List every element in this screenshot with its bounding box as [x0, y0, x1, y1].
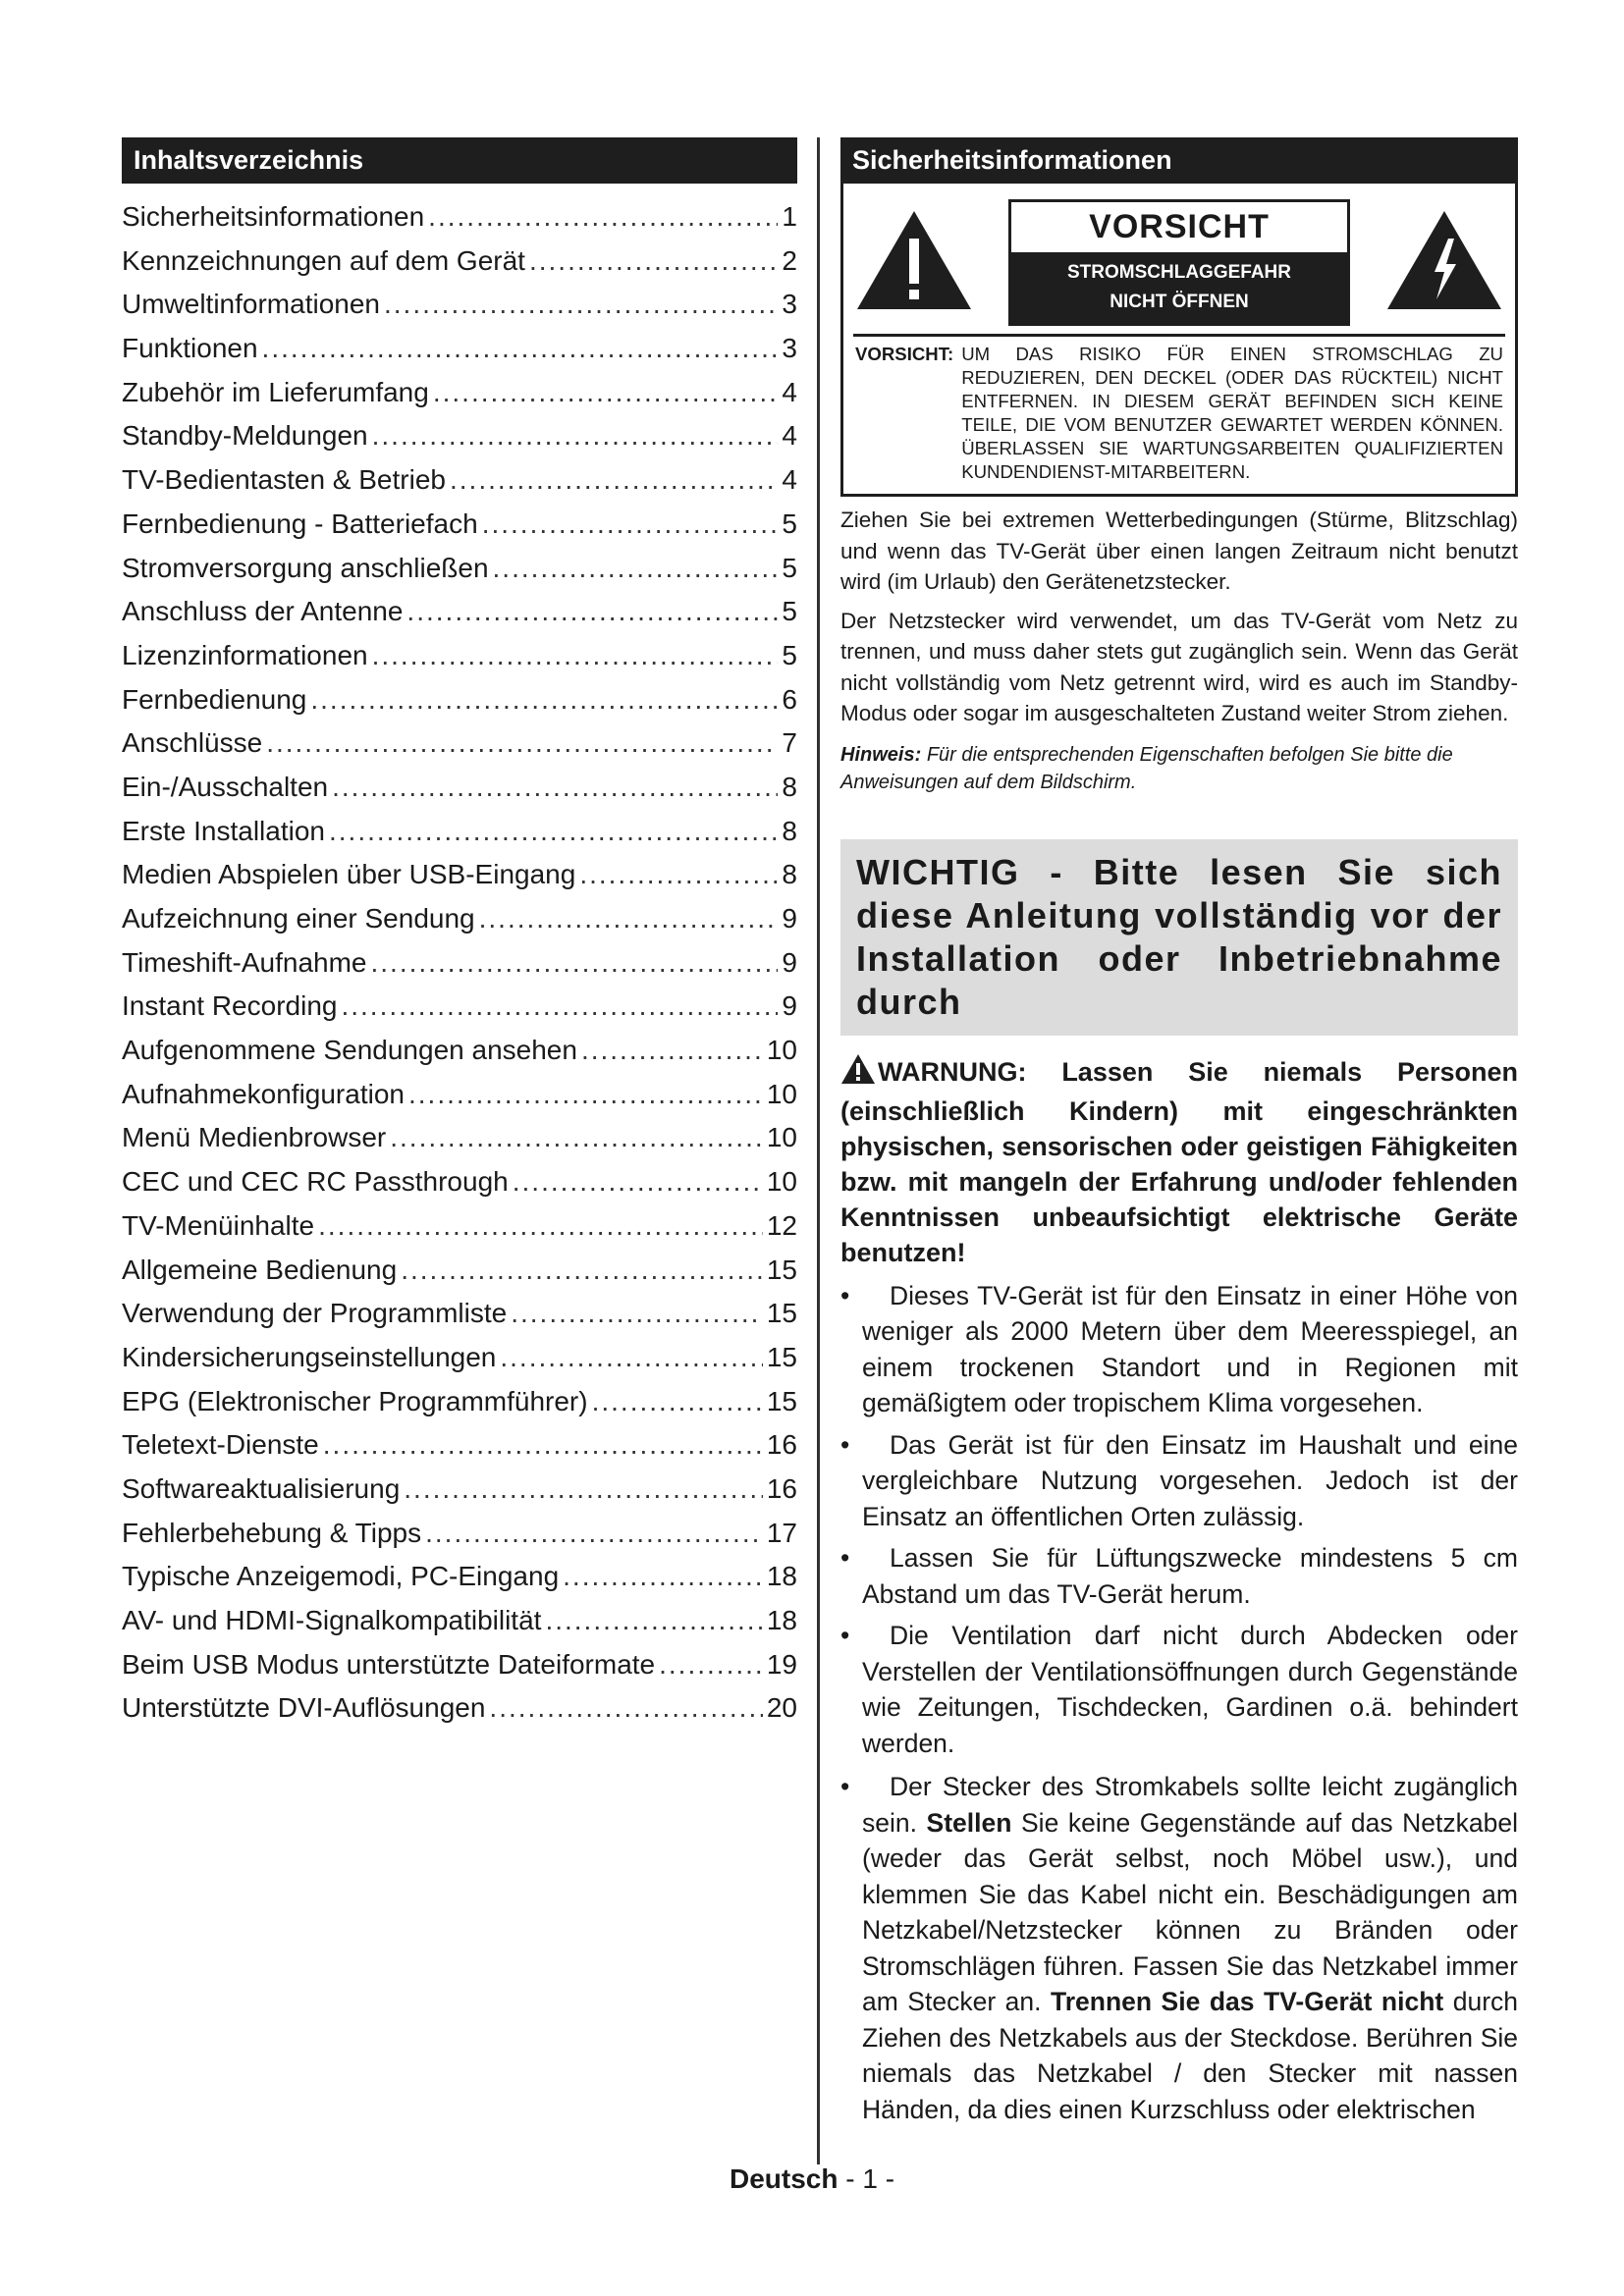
toc-leader-dots	[404, 1473, 763, 1505]
toc-entry-label: Softwareaktualisierung	[122, 1472, 401, 1504]
toc-entry-label: Beim USB Modus unterstützte Dateiformate	[122, 1648, 656, 1680]
toc-entry-label: Anschluss der Antenne	[122, 596, 404, 627]
toc-entry-label: Ein-/Ausschalten	[122, 771, 329, 802]
toc-entry	[122, 508, 797, 553]
toc-entry	[122, 289, 797, 333]
toc-entry-label: AV- und HDMI-Signalkompatibilität	[122, 1605, 542, 1635]
toc-entry-page: 15	[766, 1254, 797, 1285]
toc-entry-label: TV-Bedientasten & Betrieb	[122, 464, 446, 496]
toc-entry	[122, 947, 797, 991]
toc-entry	[122, 201, 797, 245]
toc-entry-page: 15	[766, 1341, 797, 1372]
toc-entry	[122, 1122, 797, 1166]
toc-entry-page: 17	[766, 1517, 797, 1548]
toc-entry	[122, 1429, 797, 1473]
toc-leader-dots	[493, 553, 779, 584]
toc-entry-page: 10	[766, 1166, 797, 1198]
toc-entry-label: Sicherheitsinformationen	[122, 201, 425, 232]
toc-entry-page: 8	[782, 859, 797, 890]
toc-entry-page: 9	[782, 946, 797, 978]
toc-entry	[122, 245, 797, 290]
vorsicht-label	[1008, 199, 1350, 326]
mains-plug-paragraph: Der Netzstecker wird verwendet, um das TV-Gerät vom Netz zu trennen, und muss daher stets gut zugänglich sein. Wenn das Gerät nicht vollständig vom Netz getrennt wird, wird es auch im Standby-Modus oder sogar im ausgeschalteten Zustand weiter Strom ziehen.	[840, 608, 1518, 725]
toc-entry-label: Medien Abspielen über USB-Eingang	[122, 859, 576, 890]
toc-entry-page: 4	[782, 464, 797, 496]
toc-entry-page: 10	[766, 1078, 797, 1109]
toc-leader-dots	[545, 1605, 762, 1636]
toc-entry	[122, 377, 797, 421]
toc-leader-dots	[592, 1386, 763, 1417]
toc-leader-dots	[310, 684, 778, 716]
toc-entry-page: 16	[766, 1429, 797, 1461]
caution-box	[840, 184, 1518, 497]
toc-column	[122, 137, 797, 1736]
toc-entry-page: 4	[782, 376, 797, 407]
toc-leader-dots	[390, 1122, 763, 1153]
toc-entry-page: 10	[766, 1035, 797, 1066]
toc-leader-dots	[433, 377, 779, 408]
toc-entry-page: 8	[782, 815, 797, 846]
page-footer	[0, 2163, 1624, 2195]
toc-leader-dots	[529, 245, 778, 277]
toc-entry-label: Fernbedienung	[122, 683, 307, 715]
toc-entry-page: 9	[782, 903, 797, 934]
hint-label: Hinweis:	[840, 743, 922, 766]
toc-entry-page: 3	[782, 333, 797, 364]
toc-entry	[122, 464, 797, 508]
toc-entry-page: 5	[782, 552, 797, 583]
vorsicht-title: VORSICHT	[1089, 208, 1270, 245]
toc-entry-page: 6	[782, 683, 797, 715]
toc-entry	[122, 1342, 797, 1386]
toc-leader-dots	[318, 1210, 763, 1242]
safety-column	[840, 137, 1518, 2133]
toc-leader-dots	[450, 464, 778, 496]
toc-entry-page: 4	[782, 420, 797, 452]
toc-entry	[122, 1561, 797, 1605]
toc-entry-page: 18	[766, 1561, 797, 1592]
toc-leader-dots	[341, 990, 778, 1022]
toc-entry-page: 15	[766, 1298, 797, 1329]
warning-triangle-icon	[840, 1053, 876, 1094]
toc-entry-page: 3	[782, 289, 797, 320]
bullet-item: • Der Stecker des Stromkabels sollte leicht zugänglich sein. Stellen Sie keine Gegenstände auf das Netzkabel (weder das Gerät selbst, noch Möbel usw.), und klemmen Sie das Kabel nicht ein. Beschädigungen am Netzkabel/Netzstecker können zu Bränden oder Stromschlägen führen. Fassen Sie das Netzkabel immer am Stecker an. Trennen Sie das TV-Gerät nicht durch Ziehen des Netzkabels aus der Steckdose. Berühren Sie niemals das Netzkabel / den Stecker mit nassen Händen, da dies einen Kurzschluss oder elektrischen	[840, 1769, 1518, 2127]
toc-entry	[122, 1166, 797, 1210]
toc-leader-dots	[659, 1649, 763, 1681]
bullet-item: • Das Gerät ist für den Einsatz im Haushalt und eine vergleichbare Nutzung vorgesehen. Jedoch ist der Einsatz an öffentlichen Orten zulässig.	[840, 1427, 1518, 1535]
toc-entry-page: 12	[766, 1209, 797, 1241]
toc-entry-label: Aufgenommene Sendungen ansehen	[122, 1035, 577, 1066]
bullet-item: • Dieses TV-Gerät ist für den Einsatz in einer Höhe von weniger als 2000 Metern über dem Meeresspiegel, an einem trockenen Standort und in Regionen mit gemäßigtem oder tropischem Klima vorgesehen.	[840, 1278, 1518, 1421]
toc-leader-dots	[384, 289, 778, 320]
toc-entry	[122, 859, 797, 903]
toc-entry	[122, 772, 797, 816]
toc-entry-label: Zubehör im Lieferumfang	[122, 376, 429, 407]
weather-paragraph: Ziehen Sie bei extremen Wetterbedingungen (Stürme, Blitzschlag) und wenn das TV-Gerät über einen langen Zeitraum nicht benutzt wird (im Urlaub) den Gerätenetzstecker.	[840, 507, 1518, 594]
toc-leader-dots	[479, 903, 779, 934]
toc-entry-page: 9	[782, 990, 797, 1022]
hint-note	[840, 741, 1518, 796]
toc-entry	[122, 333, 797, 377]
toc-leader-dots	[408, 1079, 763, 1110]
toc-entry-page: 5	[782, 596, 797, 627]
toc-entry	[122, 684, 797, 728]
toc-entry	[122, 990, 797, 1035]
toc-entry	[122, 1255, 797, 1299]
toc-entry	[122, 1035, 797, 1079]
toc-entry-page: 1	[782, 201, 797, 232]
exclamation-warning-icon	[855, 209, 973, 316]
lightning-warning-icon	[1385, 209, 1503, 316]
toc-entry-label: Aufnahmekonfiguration	[122, 1078, 405, 1109]
toc-entry-label: Instant Recording	[122, 990, 338, 1022]
toc-leader-dots	[406, 596, 778, 627]
toc-entry	[122, 1518, 797, 1562]
toc-leader-dots	[262, 333, 779, 364]
toc-leader-dots	[266, 727, 778, 759]
footer-language: Deutsch	[729, 2163, 839, 2194]
toc-leader-dots	[511, 1298, 763, 1329]
toc-entry	[122, 1649, 797, 1693]
hint-text: Für die entsprechenden Eigenschaften befolgen Sie bitte die Anweisungen auf dem Bildschirm.	[840, 743, 1453, 793]
toc-leader-dots	[563, 1561, 763, 1592]
bullet-item: • Lassen Sie für Lüftungszwecke mindestens 5 cm Abstand um das TV-Gerät herum.	[840, 1540, 1518, 1612]
toc-entry-page: 20	[766, 1692, 797, 1724]
toc-entry	[122, 1298, 797, 1342]
toc-leader-dots	[581, 1035, 763, 1066]
toc-title: Inhaltsverzeichnis	[122, 137, 797, 184]
toc-entry	[122, 1210, 797, 1255]
toc-leader-dots	[372, 640, 779, 671]
toc-leader-dots	[428, 201, 778, 233]
toc-entry-label: EPG (Elektronischer Programmführer)	[122, 1385, 588, 1416]
toc-entry-page: 7	[782, 727, 797, 759]
toc-entry-page: 16	[766, 1472, 797, 1504]
toc-leader-dots	[371, 947, 779, 979]
toc-entry-label: Funktionen	[122, 333, 258, 364]
toc-entry-label: Standby-Meldungen	[122, 420, 368, 452]
toc-entry-page: 2	[782, 244, 797, 276]
toc-leader-dots	[401, 1255, 763, 1286]
bullet-item: • Die Ventilation darf nicht durch Abdecken oder Verstellen der Ventilationsöffnungen durch Gegenstände wie Zeitungen, Tischdecken, Gardinen o.ä. behindert werden.	[840, 1618, 1518, 1761]
toc-entry-label: Erste Installation	[122, 815, 325, 846]
toc-leader-dots	[372, 420, 779, 452]
caution-text: UM DAS RISIKO FÜR EINEN STROMSCHLAG ZU REDUZIEREN, DEN DECKEL (ODER DAS RÜCKTEIL) NICHT ENTFERNEN. IN DIESEM GERÄT BEFINDEN SICH KEINE TEILE, DIE VOM BENUTZER GEWARTET WERDEN KÖNNEN. ÜBERLASSEN SIE WARTUNGSARBEITEN QUALIFIZIERTEN KUNDENDIENST-MITARBEITERN.	[961, 344, 1503, 482]
toc-leader-dots	[489, 1692, 762, 1724]
column-divider	[817, 137, 820, 2164]
toc-entry-label: Umweltinformationen	[122, 289, 380, 320]
toc-entry-label: CEC und CEC RC Passthrough	[122, 1166, 509, 1198]
toc-entry-label: Teletext-Dienste	[122, 1429, 319, 1461]
toc-leader-dots	[513, 1166, 763, 1198]
toc-entry	[122, 420, 797, 464]
toc-entry-label: Menü Medienbrowser	[122, 1122, 387, 1153]
safety-title: Sicherheitsinformationen	[840, 137, 1518, 184]
toc-entry-page: 8	[782, 771, 797, 802]
toc-entry	[122, 640, 797, 684]
toc-entry-label: TV-Menüinhalte	[122, 1209, 315, 1241]
safety-bullets	[840, 1278, 1518, 1762]
toc-entry-label: Fehlerbehebung & Tipps	[122, 1517, 422, 1548]
toc-entry-page: 18	[766, 1605, 797, 1635]
shock-hazard-text: STROMSCHLAGGEFAHR	[1067, 262, 1291, 283]
toc-entry-label: Anschlüsse	[122, 727, 263, 759]
toc-entry-label: Fernbedienung - Batteriefach	[122, 507, 478, 539]
toc-entry-page: 10	[766, 1122, 797, 1153]
toc-entry-label: Aufzeichnung einer Sendung	[122, 903, 475, 934]
toc-entry	[122, 1605, 797, 1649]
footer-page-number: - 1 -	[845, 2163, 895, 2194]
toc-entry	[122, 1079, 797, 1123]
toc-entry-page: 5	[782, 507, 797, 539]
toc-entry-label: Unterstützte DVI-Auflösungen	[122, 1692, 486, 1724]
toc-entry	[122, 903, 797, 947]
warning-paragraph	[840, 1053, 1518, 1270]
do-not-open-text: NICHT ÖFFNEN	[1110, 292, 1249, 312]
toc-entry-page: 5	[782, 639, 797, 670]
toc-entry-label: Typische Anzeigemodi, PC-Eingang	[122, 1561, 560, 1592]
toc-entry-label: Kennzeichnungen auf dem Gerät	[122, 244, 525, 276]
toc-entry	[122, 816, 797, 860]
toc-leader-dots	[329, 816, 778, 847]
toc-entry	[122, 1473, 797, 1518]
toc-leader-dots	[482, 508, 779, 540]
toc-entry	[122, 727, 797, 772]
toc-entry-label: Lizenzinformationen	[122, 639, 368, 670]
toc-entry-label: Stromversorgung anschließen	[122, 552, 489, 583]
toc-leader-dots	[332, 772, 778, 803]
important-banner: WICHTIG - Bitte lesen Sie sich diese Anleitung vollständig vor der Installation oder Inbetriebnahme durch	[840, 839, 1518, 1036]
toc-leader-dots	[323, 1429, 763, 1461]
toc-entry-page: 15	[766, 1385, 797, 1416]
toc-entry-label: Kindersicherungseinstellungen	[122, 1341, 497, 1372]
toc-entry-label: Verwendung der Programmliste	[122, 1298, 508, 1329]
toc-entry	[122, 596, 797, 640]
toc-entry-page: 19	[766, 1648, 797, 1680]
toc-leader-dots	[425, 1518, 763, 1549]
toc-entry	[122, 1386, 797, 1430]
warning-text: WARNUNG: Lassen Sie niemals Personen (einschließlich Kindern) mit eingeschränkten physischen, sensorischen oder geistigen Fähigkeiten bzw. mit mangeln der Erfahrung und/oder fehlenden Kenntnissen unbeaufsichtigt elektrische Geräte benutzen!	[840, 1056, 1518, 1267]
toc-entry-label: Timeshift-Aufnahme	[122, 946, 367, 978]
safety-bullets-last	[840, 1769, 1518, 2127]
caution-label: VORSICHT:	[855, 344, 954, 364]
toc-entry-label: Allgemeine Bedienung	[122, 1254, 398, 1285]
toc-leader-dots	[500, 1342, 762, 1373]
toc-entry	[122, 553, 797, 597]
toc-leader-dots	[579, 859, 778, 890]
toc-list	[122, 201, 797, 1736]
toc-entry	[122, 1692, 797, 1736]
